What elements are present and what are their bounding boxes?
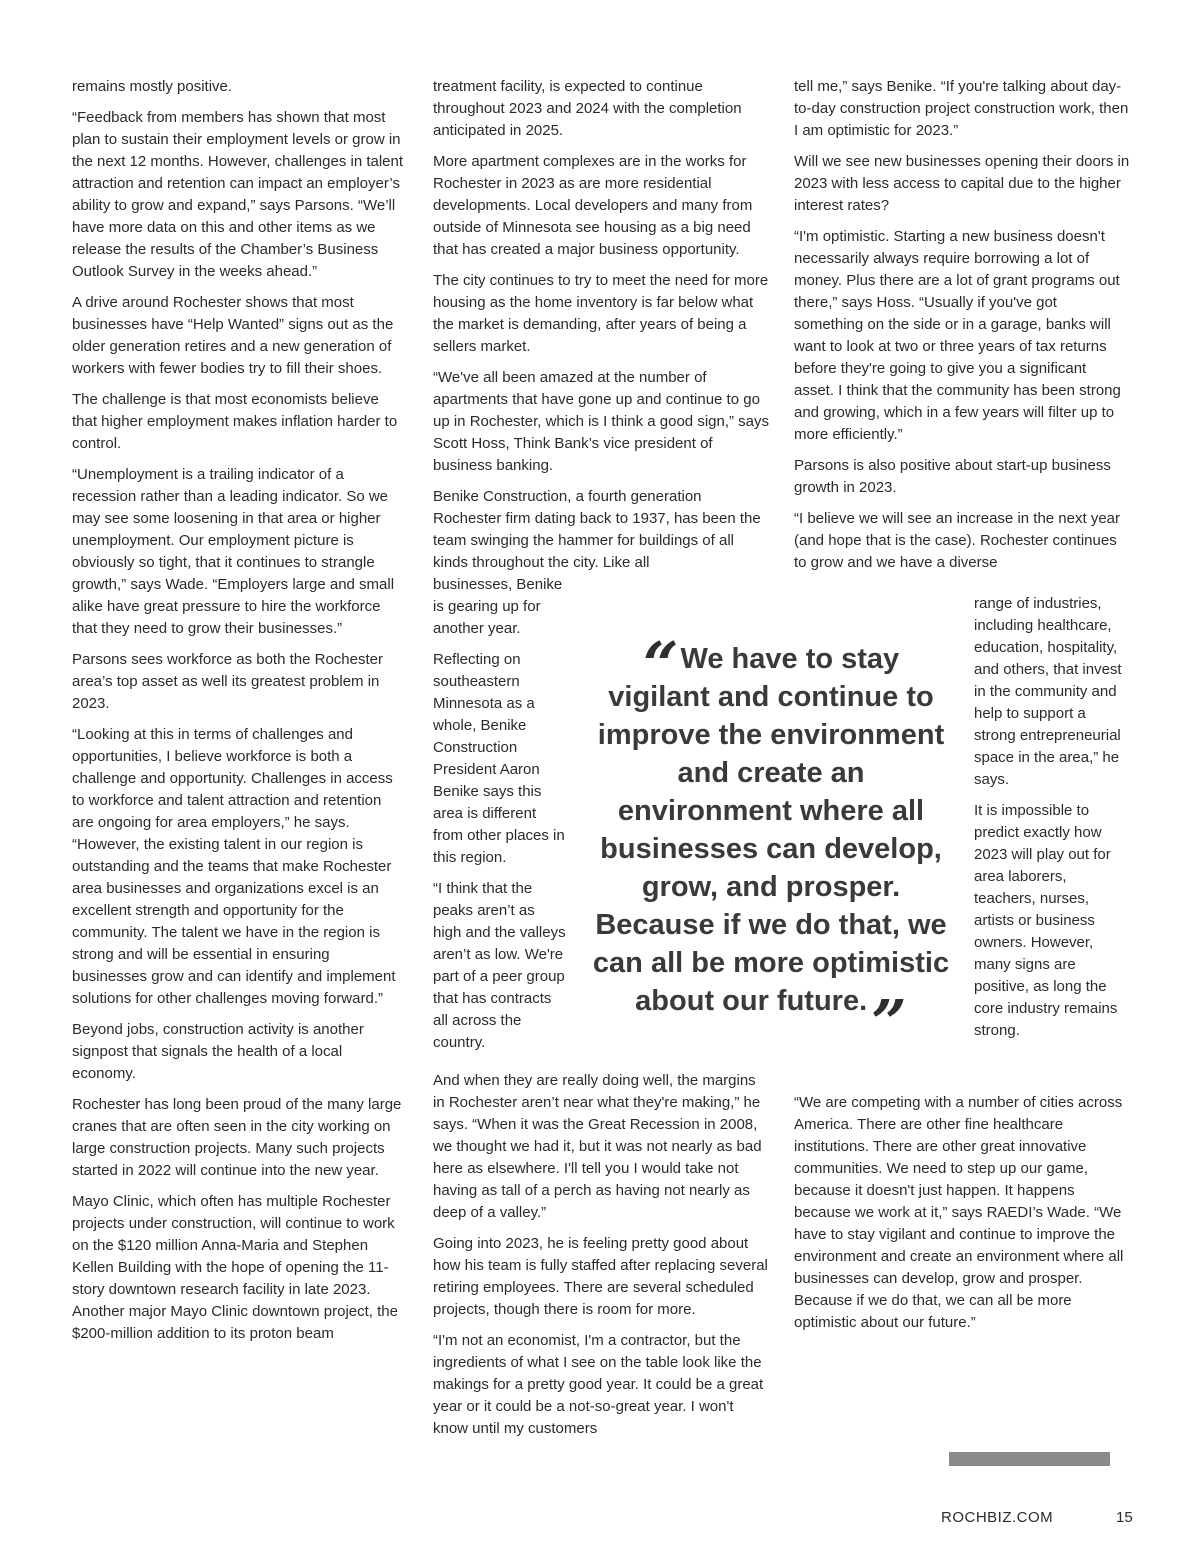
column-1 <box>72 76 406 1354</box>
paragraph: Parsons sees workforce as both the Rochester area’s top asset as well its greatest problem in 2023. <box>72 651 383 712</box>
paragraph: Will we see new businesses opening their doors in 2023 with less access to capital due to the higher interest rates? <box>794 153 1130 214</box>
paragraph: “We've all been amazed at the number of apartments that have gone up and continue to go up in Rochester, which is I think a good sign,” says Scott Hoss, Think Bank’s vice president of business banking. <box>433 369 770 474</box>
footer-website: ROCHBIZ.COM <box>941 1509 1054 1526</box>
column-3-continued <box>794 1092 1130 1334</box>
open-quote-icon: “ <box>642 628 679 701</box>
paragraph: The challenge is that most economists believe that higher employment makes inflation harder to control. <box>72 391 398 452</box>
paragraph: “Unemployment is a trailing indicator of a recession rather than a leading indicator. So we may see some loosening in that area or higher unemployment. Our employment picture is obviously so tight, that it continues to strangle growth,” says Wade. “Employers large and small alike have great pressure to hire the workforce that they need to grow their businesses.” <box>72 466 395 637</box>
paragraph: “I think that the peaks aren’t as high and the valleys aren’t as low. We're part of a peer group that has contracts all across the country. <box>433 880 566 1051</box>
pull-quote <box>590 628 952 1059</box>
decorative-bar <box>949 1452 1110 1466</box>
paragraph: Mayo Clinic, which often has multiple Rochester projects under construction, will continue to work on the $120 million Anna-Maria and Stephen Kellen Building with the hope of opening the 11-story downtown research facility in late 2023. Another major Mayo Clinic downtown project, the $200-million addition to its proton beam <box>72 1193 398 1342</box>
paragraph: Parsons is also positive about start-up business growth in 2023. <box>794 457 1111 496</box>
page-number: 15 <box>1116 1509 1133 1526</box>
paragraph: businesses, Benike is gearing up for another year. <box>433 576 563 637</box>
paragraph: Rochester has long been proud of the many large cranes that are often seen in the city working on large construction projects. Many such projects started in 2022 will continue into the new year. <box>72 1096 402 1179</box>
paragraph: “I'm optimistic. Starting a new business doesn't necessarily always require borrowing a lot of money. Plus there are a lot of grant programs out there,” says Hoss. “Usually if you've got something on the side or in a garage, banks will want to look at two or three years of tax returns before they're going to give you a significant asset. I think that the community has been strong and growing, which in a few years will filter up to more efficiently.” <box>794 228 1121 443</box>
column-3 <box>794 76 1130 583</box>
paragraph: “We are competing with a number of cities across America. There are other fine healthcare institutions. There are other great innovative communities. We need to step up our game, because it doesn't just happen. It happens because we work at it,” says RAEDI’s Wade. “We have to stay vigilant and continue to improve the environment and create an environment where all businesses can develop, grow and prosper. Because if we do that, we can all be more optimistic about our future.” <box>794 1094 1124 1331</box>
paragraph: It is impossible to predict exactly how 2023 will play out for area laborers, teachers, nurses, artists or business owners. However, many signs are positive, as long the core industry remains strong. <box>974 802 1118 1039</box>
paragraph: tell me,” says Benike. “If you're talking about day-to-day construction project construction work, then I am optimistic for 2023.” <box>794 78 1129 139</box>
column-2-wrap-text <box>433 574 567 1054</box>
paragraph: “Feedback from members has shown that most plan to sustain their employment levels or grow in the next 12 months. However, challenges in talent attraction and retention can impact an employer’s ability to grow and expand,” says Parsons. “We’ll have more data on this and other items as we release the results of the Chamber’s Business Outlook Survey in the weeks ahead.” <box>72 109 404 280</box>
paragraph: The city continues to try to meet the need for more housing as the home inventory is far below what the market is demanding, after years of being a sellers market. <box>433 272 769 355</box>
pull-quote-text: We have to stay vigilant and continue to improve the environment and create an environment where all businesses can develop, grow, and prosper. Because if we do that, we can all be more optimistic about our future. <box>592 643 950 1017</box>
column-3-wrap-text <box>974 593 1130 1051</box>
paragraph: remains mostly positive. <box>72 78 233 95</box>
paragraph: “I'm not an economist, I'm a contractor, but the ingredients of what I see on the table look like the makings for a pretty good year. It could be a great year or it could be a not-so-great year. I won't know until my customers <box>433 1332 764 1437</box>
paragraph: Benike Construction, a fourth generation Rochester firm dating back to 1937, has been the team swinging the hammer for buildings of all kinds throughout the city. Like all <box>433 488 761 571</box>
paragraph: Beyond jobs, construction activity is another signpost that signals the health of a local economy. <box>72 1021 364 1082</box>
paragraph: More apartment complexes are in the works for Rochester in 2023 as are more residential developments. Local developers and many from outside of Minnesota see housing as a big need that has created a major business opportunity. <box>433 153 753 258</box>
paragraph: Going into 2023, he is feeling pretty good about how his team is fully staffed after replacing several retiring employees. There are several scheduled projects, though there is room for more. <box>433 1235 768 1318</box>
paragraph: treatment facility, is expected to continue throughout 2023 and 2024 with the completion anticipated in 2025. <box>433 78 742 139</box>
close-quote-icon: ” <box>871 986 907 1059</box>
paragraph: A drive around Rochester shows that most businesses have “Help Wanted” signs out as the older generation retires and a new generation of workers with fewer bodies try to fill their shoes. <box>72 294 394 377</box>
column-2-continued <box>433 1070 769 1449</box>
paragraph: And when they are really doing well, the margins in Rochester aren’t near what they're making,” he says. “When it was the Great Recession in 2008, we thought we had it, but it was not nearly as bad here as elsewhere. I'll tell you I would take not having as tall of a perch as having not nearly as deep of a valley.” <box>433 1072 762 1221</box>
paragraph: range of industries, including healthcare, education, hospitality, and others, that invest in the community and help to support a strong entrepreneurial space in the area,” he says. <box>974 595 1122 788</box>
paragraph: “Looking at this in terms of challenges and opportunities, I believe workforce is both a challenge and opportunity. Challenges in access to workforce and talent attraction and retention are ongoing for area employers,” he says. “However, the existing talent in our region is outstanding and the teams that make Rochester area businesses and organizations excel is an excellent strength and opportunity for the community. The talent we have in the region is strong and will be essential in ensuring businesses grow and can identify and implement solutions for other challenges moving forward.” <box>72 726 396 1007</box>
paragraph: Reflecting on southeastern Minnesota as a whole, Benike Construction President Aaron Benike says this area is different from other places in this region. <box>433 651 565 866</box>
paragraph: “I believe we will see an increase in the next year (and hope that is the case). Rochester continues to grow and we have a diverse <box>794 510 1121 571</box>
